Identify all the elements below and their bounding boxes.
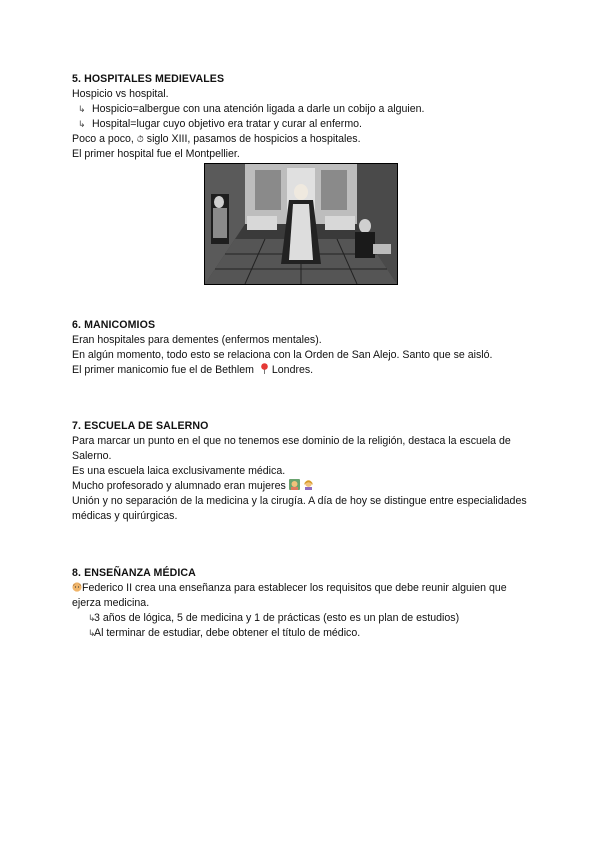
text: siglo XIII, pasamos de hospicios a hospitales. <box>146 133 361 145</box>
clock-icon: ⏱ <box>136 134 144 144</box>
section-title: 7. ESCUELA DE SALERNO <box>72 420 209 432</box>
paragraph: Hospicio vs hospital. <box>72 88 169 100</box>
text: Poco a poco, <box>72 133 134 145</box>
arrow-icon: ↳ <box>78 104 86 114</box>
paragraph <box>72 363 532 378</box>
text: Mucho profesorado y alumnado eran mujeres <box>72 480 286 492</box>
arrow-icon: ↳ <box>88 628 96 638</box>
medieval-hospital-illustration <box>204 163 398 285</box>
section-ensenanza-medica <box>72 566 532 641</box>
list-item-text: Al terminar de estudiar, debe obtener el título de médico. <box>94 627 361 639</box>
pin-icon <box>260 363 269 374</box>
arrow-icon: ↳ <box>88 613 96 623</box>
illustration-icon <box>205 164 397 284</box>
student-woman-icon <box>303 479 314 490</box>
paragraph <box>72 479 532 494</box>
list-item-text: Hospicio=albergue con una atención ligada a darle un cobijo a alguien. <box>92 103 425 115</box>
list-item <box>72 102 532 117</box>
paragraph: El primer hospital fue el Montpellier. <box>72 148 240 160</box>
man-face-icon <box>72 582 82 592</box>
list-item <box>72 117 532 132</box>
paragraph: Eran hospitales para dementes (enfermos mentales). <box>72 334 322 346</box>
paragraph: Es una escuela laica exclusivamente médica. <box>72 465 286 477</box>
text: El primer manicomio fue el de Bethlem <box>72 364 254 376</box>
section-escuela-salerno <box>72 419 532 524</box>
section-title: 6. MANICOMIOS <box>72 319 156 331</box>
list-item <box>72 626 532 641</box>
paragraph: En algún momento, todo esto se relaciona con la Orden de San Alejo. Santo que se aisló. <box>72 349 493 361</box>
paragraph: Para marcar un punto en el que no tenemos ese dominio de la religión, destaca la escuela de Salerno. <box>72 435 511 462</box>
paragraph <box>72 581 532 611</box>
paragraph <box>72 132 532 147</box>
section-title: 8. ENSEÑANZA MÉDICA <box>72 567 196 579</box>
list-item-text: Hospital=lugar cuyo objetivo era tratar y curar al enfermo. <box>92 118 362 130</box>
text: Federico II crea una enseñanza para establecer los requisitos que debe reunir alguien que ejerza medicina. <box>72 582 507 609</box>
section-hospitales <box>72 72 532 162</box>
list-item <box>72 611 532 626</box>
teacher-woman-icon <box>289 479 300 490</box>
paragraph: Unión y no separación de la medicina y la cirugía. A día de hoy se distingue entre especialidades médicas y quirúrgicas. <box>72 495 527 522</box>
section-manicomios <box>72 318 532 378</box>
text: Londres. <box>271 364 314 376</box>
list-item-text: 3 años de lógica, 5 de medicina y 1 de prácticas (esto es un plan de estudios) <box>94 612 460 624</box>
section-title: 5. HOSPITALES MEDIEVALES <box>72 73 225 85</box>
arrow-icon: ↳ <box>78 119 86 129</box>
